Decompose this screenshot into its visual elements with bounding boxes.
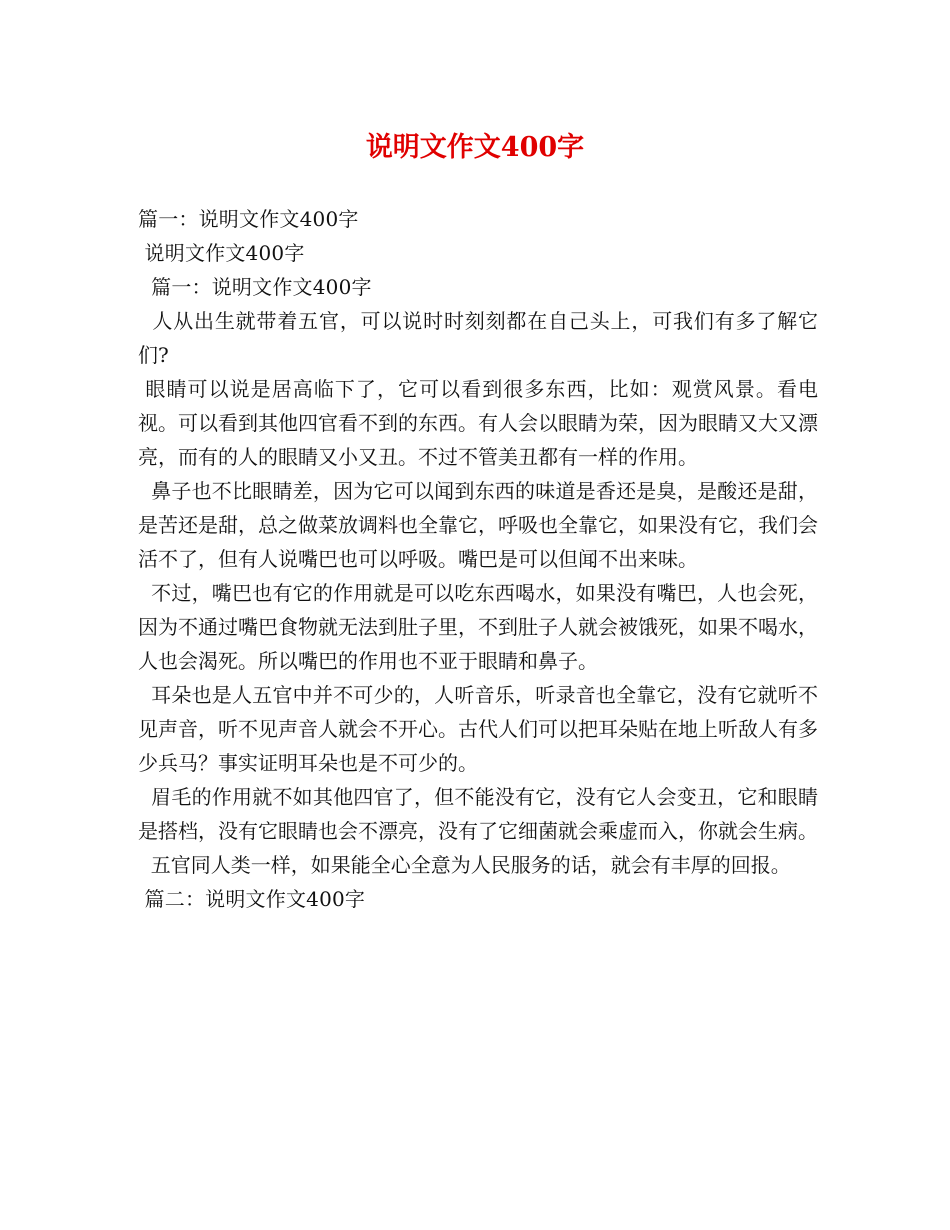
document-body: [138, 202, 818, 916]
body-paragraph-1: 人从出生就带着五官，可以说时时刻刻都在自己头上，可我们有多了解它们?: [138, 309, 819, 367]
body-paragraph-7: 五官同人类一样，如果能全心全意为人民服务的话，就会有丰厚的回报。: [138, 853, 791, 877]
body-paragraph-2: 眼睛可以说是居高临下了，它可以看到很多东西，比如：观赏风景。看电视。可以看到其他四官看不到的东西。有人会以眼睛为荣，因为眼睛又大又漂亮，而有的人的眼睛又小又丑。不过不管美丑都有一样的作用。: [138, 377, 819, 469]
section-heading-line: 篇一：说明文作文400字: [138, 207, 359, 231]
body-paragraph-3: 鼻子也不比眼睛差，因为它可以闻到东西的味道是香还是臭，是酸还是甜，是苦还是甜，总之做菜放调料也全靠它，呼吸也全靠它，如果没有它，我们会活不了，但有人说嘴巴也可以呼吸。嘴巴是可以但闻不出来味。: [138, 479, 819, 571]
closing-section-heading: 篇二：说明文作文400字: [138, 887, 366, 911]
page-title: 说明文作文400字: [365, 132, 585, 163]
body-paragraph-5: 耳朵也是人五官中并不可少的，人听音乐，听录音也全靠它，没有它就听不见声音，听不见声音人就会不开心。古代人们可以把耳朵贴在地上听敌人有多少兵马？事实证明耳朵也是不可少的。: [138, 683, 819, 775]
section-subheading-line-2: 篇一：说明文作文400字: [138, 275, 372, 299]
section-subheading-line: 说明文作文400字: [138, 241, 305, 265]
body-paragraph-4: 不过，嘴巴也有它的作用就是可以吃东西喝水，如果没有嘴巴，人也会死，因为不通过嘴巴食物就无法到肚子里，不到肚子人就会被饿死，如果不喝水，人也会渴死。所以嘴巴的作用也不亚于眼睛和鼻子。: [138, 581, 819, 673]
body-paragraph-6: 眉毛的作用就不如其他四官了，但不能没有它，没有它人会变丑，它和眼睛是搭档，没有它眼睛也会不漂亮，没有了它细菌就会乘虚而入，你就会生病。: [138, 785, 819, 843]
